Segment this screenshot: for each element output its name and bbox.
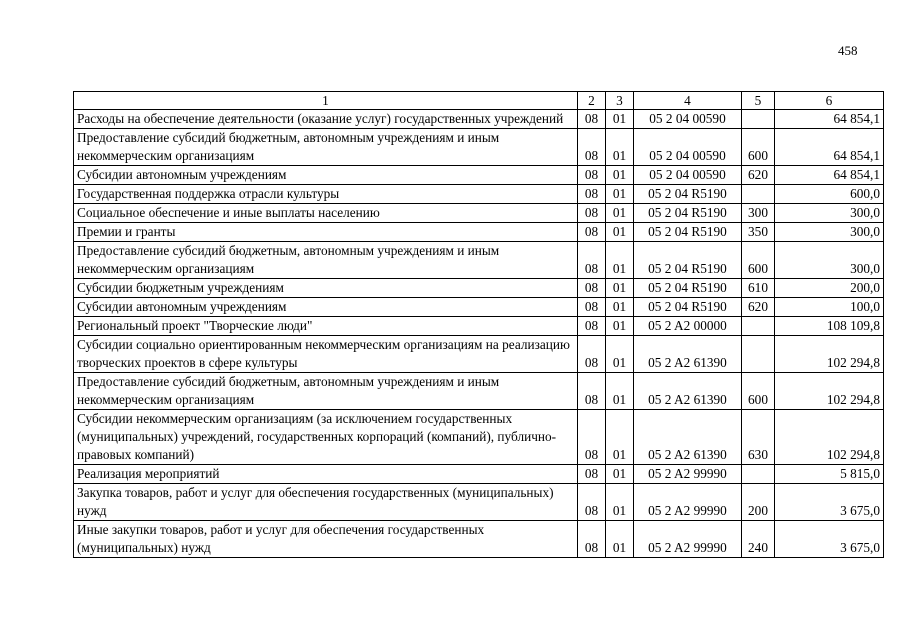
subsection-code: 01: [606, 110, 634, 129]
row-description: Субсидии бюджетным учреждениям: [74, 279, 578, 298]
table-row: [74, 410, 884, 465]
section-code: 08: [578, 129, 606, 166]
table-row: [74, 110, 884, 129]
target-article-code: 05 2 04 R5190: [634, 223, 742, 242]
row-description: Региональный проект "Творческие люди": [74, 317, 578, 336]
table-row: [74, 279, 884, 298]
expense-type-code: [742, 465, 775, 484]
target-article-code: 05 2 04 R5190: [634, 204, 742, 223]
target-article-code: 05 2 04 00590: [634, 110, 742, 129]
target-article-code: 05 2 A2 99990: [634, 484, 742, 521]
subsection-code: 01: [606, 317, 634, 336]
expense-type-code: [742, 185, 775, 204]
expense-type-code: 600: [742, 129, 775, 166]
table-row: [74, 465, 884, 484]
amount: 102 294,8: [775, 336, 884, 373]
table-row: [74, 242, 884, 279]
row-description: Предоставление субсидий бюджетным, автономным учреждениям и иным некоммерческим организациям: [74, 242, 578, 279]
expense-type-code: 610: [742, 279, 775, 298]
amount: 200,0: [775, 279, 884, 298]
expense-type-code: 630: [742, 410, 775, 465]
amount: 108 109,8: [775, 317, 884, 336]
row-description: Закупка товаров, работ и услуг для обеспечения государственных (муниципальных) нужд: [74, 484, 578, 521]
row-description: Премии и гранты: [74, 223, 578, 242]
table-row: [74, 185, 884, 204]
section-code: 08: [578, 317, 606, 336]
subsection-code: 01: [606, 465, 634, 484]
subsection-code: 01: [606, 521, 634, 558]
subsection-code: 01: [606, 279, 634, 298]
subsection-code: 01: [606, 223, 634, 242]
table-row: [74, 484, 884, 521]
section-code: 08: [578, 484, 606, 521]
section-code: 08: [578, 373, 606, 410]
row-description: Субсидии автономным учреждениям: [74, 166, 578, 185]
row-description: Предоставление субсидий бюджетным, автономным учреждениям и иным некоммерческим организациям: [74, 129, 578, 166]
column-header: 1: [74, 92, 578, 110]
section-code: 08: [578, 410, 606, 465]
column-header: 2: [578, 92, 606, 110]
expense-type-code: [742, 336, 775, 373]
subsection-code: 01: [606, 185, 634, 204]
section-code: 08: [578, 223, 606, 242]
column-header: 5: [742, 92, 775, 110]
expense-type-code: 350: [742, 223, 775, 242]
table-row: [74, 298, 884, 317]
subsection-code: 01: [606, 373, 634, 410]
amount: 300,0: [775, 223, 884, 242]
expense-type-code: 200: [742, 484, 775, 521]
table-row: [74, 336, 884, 373]
table-header-row: [74, 92, 884, 110]
amount: 600,0: [775, 185, 884, 204]
section-code: 08: [578, 465, 606, 484]
expense-type-code: 240: [742, 521, 775, 558]
target-article-code: 05 2 A2 00000: [634, 317, 742, 336]
row-description: Субсидии автономным учреждениям: [74, 298, 578, 317]
subsection-code: 01: [606, 298, 634, 317]
budget-table: [73, 91, 884, 558]
amount: 3 675,0: [775, 521, 884, 558]
row-description: Государственная поддержка отрасли культуры: [74, 185, 578, 204]
target-article-code: 05 2 04 R5190: [634, 185, 742, 204]
amount: 5 815,0: [775, 465, 884, 484]
expense-type-code: 600: [742, 373, 775, 410]
target-article-code: 05 2 04 R5190: [634, 279, 742, 298]
amount: 64 854,1: [775, 129, 884, 166]
target-article-code: 05 2 A2 61390: [634, 373, 742, 410]
target-article-code: 05 2 A2 61390: [634, 410, 742, 465]
target-article-code: 05 2 04 00590: [634, 166, 742, 185]
target-article-code: 05 2 04 R5190: [634, 242, 742, 279]
table-row: [74, 223, 884, 242]
row-description: Социальное обеспечение и иные выплаты населению: [74, 204, 578, 223]
row-description: Иные закупки товаров, работ и услуг для обеспечения государственных (муниципальных) нужд: [74, 521, 578, 558]
section-code: 08: [578, 336, 606, 373]
table-row: [74, 521, 884, 558]
expense-type-code: [742, 317, 775, 336]
target-article-code: 05 2 04 R5190: [634, 298, 742, 317]
column-header: 3: [606, 92, 634, 110]
subsection-code: 01: [606, 484, 634, 521]
row-description: Реализация мероприятий: [74, 465, 578, 484]
column-header: 6: [775, 92, 884, 110]
amount: 64 854,1: [775, 166, 884, 185]
amount: 102 294,8: [775, 410, 884, 465]
subsection-code: 01: [606, 242, 634, 279]
expense-type-code: 300: [742, 204, 775, 223]
page-number: 458: [838, 43, 858, 58]
row-description: Расходы на обеспечение деятельности (оказание услуг) государственных учреждений: [74, 110, 578, 129]
section-code: 08: [578, 298, 606, 317]
expense-type-code: 620: [742, 298, 775, 317]
table-body: [74, 110, 884, 558]
target-article-code: 05 2 A2 99990: [634, 465, 742, 484]
section-code: 08: [578, 521, 606, 558]
section-code: 08: [578, 110, 606, 129]
subsection-code: 01: [606, 410, 634, 465]
section-code: 08: [578, 242, 606, 279]
amount: 300,0: [775, 242, 884, 279]
table-row: [74, 204, 884, 223]
section-code: 08: [578, 166, 606, 185]
target-article-code: 05 2 A2 61390: [634, 336, 742, 373]
subsection-code: 01: [606, 166, 634, 185]
section-code: 08: [578, 204, 606, 223]
target-article-code: 05 2 04 00590: [634, 129, 742, 166]
table-row: [74, 129, 884, 166]
amount: 300,0: [775, 204, 884, 223]
expense-type-code: [742, 110, 775, 129]
expense-type-code: 620: [742, 166, 775, 185]
amount: 100,0: [775, 298, 884, 317]
amount: 64 854,1: [775, 110, 884, 129]
expense-type-code: 600: [742, 242, 775, 279]
subsection-code: 01: [606, 129, 634, 166]
table-row: [74, 373, 884, 410]
row-description: Предоставление субсидий бюджетным, автономным учреждениям и иным некоммерческим организациям: [74, 373, 578, 410]
amount: 3 675,0: [775, 484, 884, 521]
row-description: Субсидии некоммерческим организациям (за исключением государственных (муниципальных) учреждений, государственных корпораций (компаний), публично-правовых компаний): [74, 410, 578, 465]
table-row: [74, 166, 884, 185]
subsection-code: 01: [606, 336, 634, 373]
amount: 102 294,8: [775, 373, 884, 410]
table-row: [74, 317, 884, 336]
row-description: Субсидии социально ориентированным некоммерческим организациям на реализацию творческих проектов в сфере культуры: [74, 336, 578, 373]
target-article-code: 05 2 A2 99990: [634, 521, 742, 558]
column-header: 4: [634, 92, 742, 110]
section-code: 08: [578, 279, 606, 298]
section-code: 08: [578, 185, 606, 204]
subsection-code: 01: [606, 204, 634, 223]
